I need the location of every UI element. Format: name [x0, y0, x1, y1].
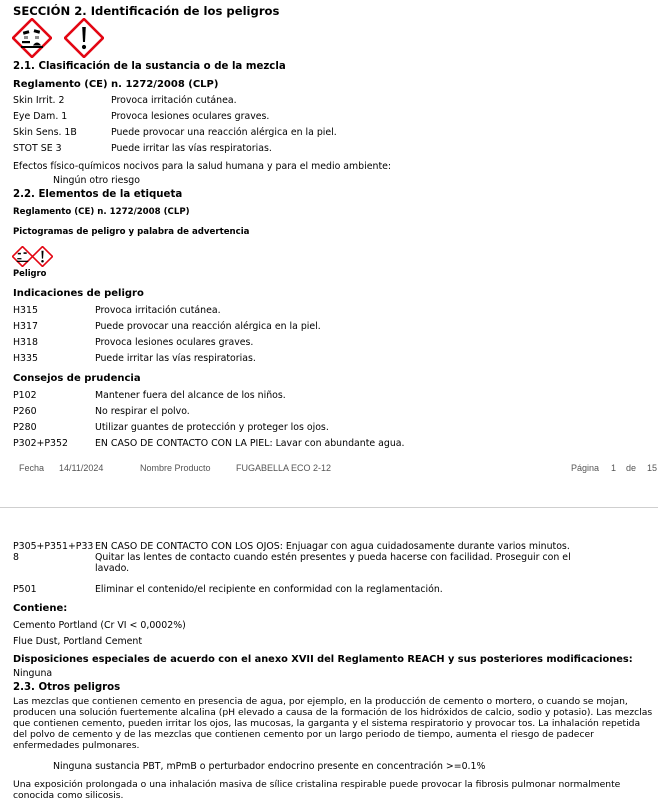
- classification-text: Puede provocar una reacción alérgica en la piel.: [111, 127, 337, 138]
- hazard-text: Provoca lesiones oculares graves.: [95, 337, 254, 348]
- classification-text: Provoca irritación cutánea.: [111, 95, 237, 106]
- precaution-text: Utilizar guantes de protección y proteger los ojos.: [95, 422, 329, 433]
- corrosion-pictogram-icon: [12, 246, 33, 267]
- footer-date: 14/11/2024: [59, 463, 104, 473]
- section-2-3-title: 2.3. Otros peligros: [13, 682, 121, 693]
- precaution-code-continuation: 8: [13, 552, 19, 563]
- exclamation-pictogram-icon: [64, 18, 104, 58]
- precaution-text: EN CASO DE CONTACTO CON LOS OJOS: Enjuagar con agua cuidadosamente durante varios minutos.: [95, 541, 570, 552]
- footer-of-label: de: [626, 463, 637, 473]
- hazard-code: H315: [13, 305, 38, 316]
- footer-page-total: 15: [647, 463, 658, 473]
- hazard-code: H318: [13, 337, 38, 348]
- precaution-code: P305+P351+P33: [13, 541, 94, 552]
- contains-item: Cemento Portland (Cr VI < 0,0002%): [13, 620, 186, 631]
- precaution-code: P302+P352: [13, 438, 68, 449]
- precaution-code: P260: [13, 406, 37, 417]
- effects-value: Ningún otro riesgo: [53, 175, 140, 186]
- hazard-code: H335: [13, 353, 38, 364]
- hazard-text: Puede irritar las vías respiratorias.: [95, 353, 256, 364]
- label-regulation: Reglamento (CE) n. 1272/2008 (CLP): [13, 207, 190, 217]
- hazard-statements-title: Indicaciones de peligro: [13, 288, 144, 299]
- precaution-text: lavado.: [95, 563, 130, 574]
- contains-title: Contiene:: [13, 603, 68, 614]
- precaution-text: No respirar el polvo.: [95, 406, 190, 417]
- hazard-text: Provoca irritación cutánea.: [95, 305, 221, 316]
- exclamation-pictogram-icon: [32, 246, 53, 267]
- footer-page-label: Página: [571, 463, 600, 473]
- classification-code: Skin Irrit. 2: [13, 95, 65, 106]
- section-2-1-title: 2.1. Clasificación de la sustancia o de la mezcla: [13, 61, 286, 72]
- hazard-code: H317: [13, 321, 38, 332]
- precaution-text: Eliminar el contenido/el recipiente en conformidad con la reglamentación.: [95, 584, 443, 595]
- pbt-statement: Ninguna sustancia PBT, mPmB o perturbador endocrino presente en concentración >=0.1%: [53, 761, 486, 772]
- pictograms-label: Pictogramas de peligro y palabra de advertencia: [13, 227, 250, 237]
- effects-label: Efectos físico-químicos nocivos para la salud humana y para el medio ambiente:: [13, 161, 392, 172]
- classification-code: Eye Dam. 1: [13, 111, 68, 122]
- corrosion-pictogram-icon: [12, 18, 52, 58]
- precautionary-statements-title: Consejos de prudencia: [13, 373, 141, 384]
- contains-item: Flue Dust, Portland Cement: [13, 636, 143, 647]
- section-title: SECCIÓN 2. Identificación de los peligros: [13, 4, 280, 18]
- precaution-code: P102: [13, 390, 37, 401]
- footer-date-label: Fecha: [19, 463, 45, 473]
- annex-xvii-title: Disposiciones especiales de acuerdo con el anexo XVII del Reglamento REACH y sus posteriores modificaciones:: [13, 654, 633, 665]
- other-hazards-paragraph: Las mezclas que contienen cemento en presencia de agua, por ejemplo, en la producción de cemento o mortero, o cuando se mojan, producen una solución fuertemente alcalina (pH elevado a causa de la formación de los hidróxidos de calcio, sodio y potasio). Las mezclas que contienen cemento, pueden irritar los ojos, las mucosas, la garganta y el sistema respiratorio y provocar tos. La inhalación repetida del polvo de cemento y de las mezclas que contienen cemento por un largo periodo de tiempo, aumenta el riesgo de padecer enfermedades pulmonares.: [13, 696, 653, 751]
- precaution-code: P501: [13, 584, 37, 595]
- footer-product-label: Nombre Producto: [140, 463, 211, 473]
- page-separator: [0, 507, 658, 508]
- precaution-text: EN CASO DE CONTACTO CON LA PIEL: Lavar con abundante agua.: [95, 438, 405, 449]
- signal-word: Peligro: [13, 268, 47, 278]
- hazard-text: Puede provocar una reacción alérgica en la piel.: [95, 321, 321, 332]
- annex-xvii-value: Ninguna: [13, 668, 53, 679]
- precaution-text: Mantener fuera del alcance de los niños.: [95, 390, 286, 401]
- section-2-2-title: 2.2. Elementos de la etiqueta: [13, 189, 183, 200]
- classification-code: STOT SE 3: [13, 143, 62, 154]
- classification-code: Skin Sens. 1B: [13, 127, 77, 138]
- footer-product: FUGABELLA ECO 2-12: [236, 463, 332, 473]
- footer-page-number: 1: [611, 463, 617, 473]
- precaution-code: P280: [13, 422, 37, 433]
- regulation-heading: Reglamento (CE) n. 1272/2008 (CLP): [13, 79, 219, 90]
- precaution-text: Quitar las lentes de contacto cuando estén presentes y pueda hacerse con facilidad. Proseguir con el: [95, 552, 571, 563]
- classification-text: Puede irritar las vías respiratorias.: [111, 143, 272, 154]
- silicosis-statement: Una exposición prolongada o una inhalación masiva de sílice cristalina respirable puede provocar la fibrosis pulmonar normalmente conocida como silicosis.: [13, 779, 621, 801]
- classification-text: Provoca lesiones oculares graves.: [111, 111, 270, 122]
